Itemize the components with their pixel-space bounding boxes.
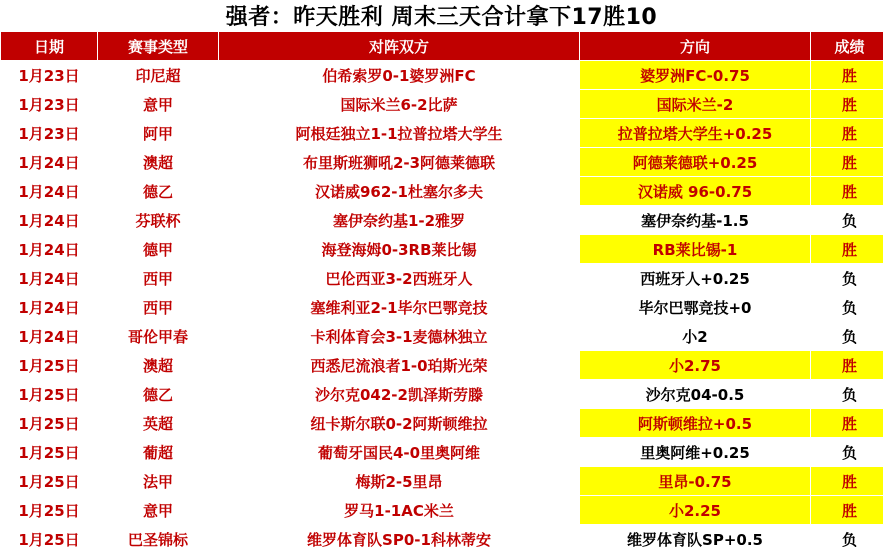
table-header <box>1 32 883 61</box>
cell-pick: 塞伊奈约基-1.5 <box>580 206 811 235</box>
cell-pick: 西班牙人+0.25 <box>580 264 811 293</box>
cell-match: 塞维利亚2-1毕尔巴鄂竞技 <box>219 293 580 322</box>
cell-date: 1月23日 <box>1 119 98 148</box>
cell-league: 澳超 <box>98 148 219 177</box>
cell-league: 巴圣锦标 <box>98 525 219 554</box>
table-row <box>1 61 883 90</box>
cell-result: 胜 <box>811 235 883 264</box>
table-row <box>1 438 883 467</box>
table-row <box>1 177 883 206</box>
cell-result: 胜 <box>811 119 883 148</box>
cell-league: 西甲 <box>98 264 219 293</box>
cell-league: 葡超 <box>98 438 219 467</box>
cell-result: 胜 <box>811 351 883 380</box>
cell-match: 西悉尼流浪者1-0珀斯光荣 <box>219 351 580 380</box>
cell-date: 1月25日 <box>1 380 98 409</box>
cell-result: 负 <box>811 264 883 293</box>
table-body <box>1 61 883 554</box>
cell-date: 1月25日 <box>1 409 98 438</box>
cell-pick: 里昂-0.75 <box>580 467 811 496</box>
cell-date: 1月24日 <box>1 322 98 351</box>
cell-result: 负 <box>811 322 883 351</box>
cell-date: 1月24日 <box>1 235 98 264</box>
cell-league: 哥伦甲春 <box>98 322 219 351</box>
cell-match: 葡萄牙国民4-0里奥阿维 <box>219 438 580 467</box>
cell-date: 1月24日 <box>1 206 98 235</box>
cell-match: 汉诺威962-1杜塞尔多夫 <box>219 177 580 206</box>
table-row <box>1 409 883 438</box>
table-row <box>1 293 883 322</box>
cell-pick: 汉诺威 96-0.75 <box>580 177 811 206</box>
cell-date: 1月25日 <box>1 525 98 554</box>
cell-league: 西甲 <box>98 293 219 322</box>
cell-pick: 小2.25 <box>580 496 811 525</box>
cell-date: 1月23日 <box>1 61 98 90</box>
cell-date: 1月24日 <box>1 177 98 206</box>
cell-date: 1月24日 <box>1 264 98 293</box>
cell-league: 芬联杯 <box>98 206 219 235</box>
cell-match: 海登海姆0-3RB莱比锡 <box>219 235 580 264</box>
cell-date: 1月25日 <box>1 438 98 467</box>
table-row <box>1 90 883 119</box>
cell-pick: RB莱比锡-1 <box>580 235 811 264</box>
cell-result: 负 <box>811 293 883 322</box>
column-header-league: 赛事类型 <box>98 32 219 61</box>
cell-league: 澳超 <box>98 351 219 380</box>
table-row <box>1 380 883 409</box>
cell-date: 1月25日 <box>1 351 98 380</box>
table-row <box>1 322 883 351</box>
table-row <box>1 119 883 148</box>
cell-pick: 阿德莱德联+0.25 <box>580 148 811 177</box>
cell-date: 1月25日 <box>1 496 98 525</box>
table-row <box>1 235 883 264</box>
cell-league: 德乙 <box>98 177 219 206</box>
cell-match: 巴伦西亚3-2西班牙人 <box>219 264 580 293</box>
cell-pick: 阿斯顿维拉+0.5 <box>580 409 811 438</box>
cell-match: 国际米兰6-2比萨 <box>219 90 580 119</box>
cell-result: 负 <box>811 525 883 554</box>
table-row <box>1 351 883 380</box>
cell-date: 1月23日 <box>1 90 98 119</box>
cell-date: 1月25日 <box>1 467 98 496</box>
cell-match: 梅斯2-5里昂 <box>219 467 580 496</box>
cell-match: 阿根廷独立1-1拉普拉塔大学生 <box>219 119 580 148</box>
cell-pick: 拉普拉塔大学生+0.25 <box>580 119 811 148</box>
cell-pick: 国际米兰-2 <box>580 90 811 119</box>
page-title: 强者：昨天胜利 周末三天合计拿下17胜10 <box>0 0 883 31</box>
cell-pick: 沙尔克04-0.5 <box>580 380 811 409</box>
table-row <box>1 496 883 525</box>
column-header-result: 成绩 <box>811 32 883 61</box>
table-row <box>1 206 883 235</box>
cell-match: 沙尔克042-2凯泽斯劳滕 <box>219 380 580 409</box>
cell-match: 塞伊奈约基1-2雅罗 <box>219 206 580 235</box>
cell-result: 负 <box>811 438 883 467</box>
header-row <box>1 32 883 61</box>
cell-league: 德乙 <box>98 380 219 409</box>
cell-league: 英超 <box>98 409 219 438</box>
cell-league: 印尼超 <box>98 61 219 90</box>
cell-result: 胜 <box>811 61 883 90</box>
cell-pick: 小2 <box>580 322 811 351</box>
cell-pick: 维罗体育队SP+0.5 <box>580 525 811 554</box>
cell-pick: 婆罗洲FC-0.75 <box>580 61 811 90</box>
results-table <box>0 31 883 554</box>
column-header-pick: 方向 <box>580 32 811 61</box>
column-header-match: 对阵双方 <box>219 32 580 61</box>
cell-match: 伯希索罗0-1婆罗洲FC <box>219 61 580 90</box>
cell-league: 法甲 <box>98 467 219 496</box>
cell-pick: 毕尔巴鄂竞技+0 <box>580 293 811 322</box>
cell-match: 纽卡斯尔联0-2阿斯顿维拉 <box>219 409 580 438</box>
table-row <box>1 264 883 293</box>
table-row <box>1 525 883 554</box>
column-header-date: 日期 <box>1 32 98 61</box>
cell-result: 负 <box>811 206 883 235</box>
cell-result: 胜 <box>811 496 883 525</box>
cell-match: 罗马1-1AC米兰 <box>219 496 580 525</box>
cell-pick: 里奥阿维+0.25 <box>580 438 811 467</box>
cell-result: 负 <box>811 380 883 409</box>
cell-result: 胜 <box>811 148 883 177</box>
cell-match: 维罗体育队SP0-1科林蒂安 <box>219 525 580 554</box>
cell-result: 胜 <box>811 90 883 119</box>
cell-date: 1月24日 <box>1 148 98 177</box>
cell-result: 胜 <box>811 409 883 438</box>
table-row <box>1 148 883 177</box>
cell-pick: 小2.75 <box>580 351 811 380</box>
cell-league: 意甲 <box>98 496 219 525</box>
cell-result: 胜 <box>811 467 883 496</box>
cell-result: 胜 <box>811 177 883 206</box>
cell-match: 卡利体育会3-1麦德林独立 <box>219 322 580 351</box>
cell-league: 阿甲 <box>98 119 219 148</box>
cell-match: 布里斯班狮吼2-3阿德莱德联 <box>219 148 580 177</box>
table-row <box>1 467 883 496</box>
cell-league: 意甲 <box>98 90 219 119</box>
cell-date: 1月24日 <box>1 293 98 322</box>
cell-league: 德甲 <box>98 235 219 264</box>
